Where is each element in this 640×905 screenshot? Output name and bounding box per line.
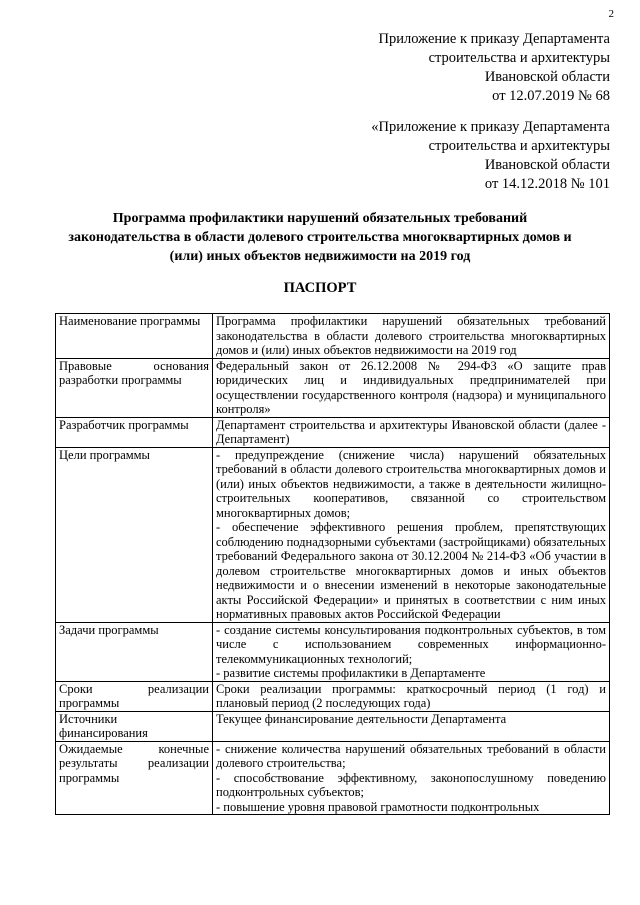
- row-paragraph: - предупреждение (снижение числа) нарушений обязательных требований в области долевого строительства многоквартирных домов и (или) иных объектов недвижимости, а также в деятельности жилищно-строительных кооперативов, связанной со строительством многоквартирных домов;: [216, 447, 606, 520]
- row-label: Сроки реализации программы: [56, 681, 213, 711]
- table-row: [56, 358, 610, 417]
- program-title-line: Программа профилактики нарушений обязательных требований: [112, 211, 528, 226]
- passport-heading: ПАСПОРТ: [283, 280, 357, 296]
- row-content: [213, 681, 610, 711]
- appendix-line: от 12.07.2019 № 68: [492, 88, 610, 104]
- row-label: Источники финансирования: [56, 711, 213, 741]
- row-paragraph: - снижение количества нарушений обязательных требований в области долевого строительства;: [216, 741, 606, 770]
- row-content: [213, 447, 610, 622]
- appendix-current-order: [379, 30, 610, 106]
- row-paragraph: Текущее финансирование деятельности Департамента: [216, 711, 507, 726]
- appendix-line: от 14.12.2018 № 101: [484, 176, 610, 192]
- table-row: [56, 681, 610, 711]
- row-paragraph: Сроки реализации программы: краткосрочный период (1 год) и плановый период (2 последующих года): [216, 681, 606, 710]
- passport-table: [55, 313, 610, 815]
- table-row: [56, 622, 610, 681]
- row-paragraph: - повышение уровня правовой грамотности подконтрольных: [216, 799, 540, 814]
- appendix-previous-order: [371, 118, 610, 194]
- row-paragraph: Федеральный закон от 26.12.2008 № 294-ФЗ «О защите прав юридических лиц и индивидуальных предпринимателей при осуществлении государственного контроля (надзора) и муниципального контроля»: [216, 358, 606, 416]
- program-title-line: законодательства в области долевого строительства многоквартирных домов и: [68, 230, 572, 245]
- appendix-line: Ивановской области: [484, 157, 610, 173]
- appendix-line: Ивановской области: [484, 69, 610, 85]
- row-label: Ожидаемые конечные результаты реализации программы: [56, 741, 213, 815]
- program-title: [40, 209, 600, 266]
- row-paragraph: Программа профилактики нарушений обязательных требований законодательства в области долевого строительства многоквартирных домов и (или) иных объектов недвижимости на 2019 год: [216, 314, 606, 357]
- row-paragraph: Департамент строительства и архитектуры Ивановской области (далее - Департамент): [216, 417, 606, 446]
- table-row: [56, 741, 610, 815]
- appendix-line: Приложение к приказу Департамента: [378, 31, 610, 47]
- row-content: [213, 622, 610, 681]
- row-label: Правовые основания разработки программы: [56, 358, 213, 417]
- row-paragraph: - способствование эффективному, законопослушному поведению подконтрольных субъектов;: [216, 770, 606, 799]
- table-row: [56, 447, 610, 622]
- table-row: [56, 417, 610, 447]
- row-paragraph: - создание системы консультирования подконтрольных субъектов, в том числе с использованием современных информационно-телекоммуникационных технологий;: [216, 622, 606, 666]
- row-content: [213, 711, 610, 741]
- table-row: [56, 314, 610, 359]
- row-content: [213, 358, 610, 417]
- table-row: [56, 711, 610, 741]
- row-content: [213, 741, 610, 815]
- appendix-line: строительства и архитектуры: [428, 138, 610, 154]
- program-title-line: (или) иных объектов недвижимости на 2019 год: [169, 249, 471, 264]
- row-content: [213, 314, 610, 359]
- row-label: Задачи программы: [56, 622, 213, 681]
- row-label: Цели программы: [56, 447, 213, 622]
- appendix-line: строительства и архитектуры: [428, 50, 610, 66]
- row-paragraph: - развитие системы профилактики в Департаменте: [216, 666, 486, 680]
- row-label: Разработчик программы: [56, 417, 213, 447]
- row-content: [213, 417, 610, 447]
- row-label: Наименование программы: [56, 314, 213, 359]
- page-number: 2: [608, 8, 614, 20]
- appendix-line: «Приложение к приказу Департамента: [371, 119, 610, 135]
- row-paragraph: - обеспечение эффективного решения проблем, препятствующих соблюдению поднадзорными субъектами (застройщиками) обязательных требований Федерального закона от 30.12.2004 № 214-ФЗ «Об участии в долевом строительстве многоквартирных домов и иных объектов недвижимости и о внесении изменений в некоторые законодательные акты Российской Федерации» и принятых в соответствии с ним иных нормативных правовых актов Российской Федерации: [216, 520, 606, 621]
